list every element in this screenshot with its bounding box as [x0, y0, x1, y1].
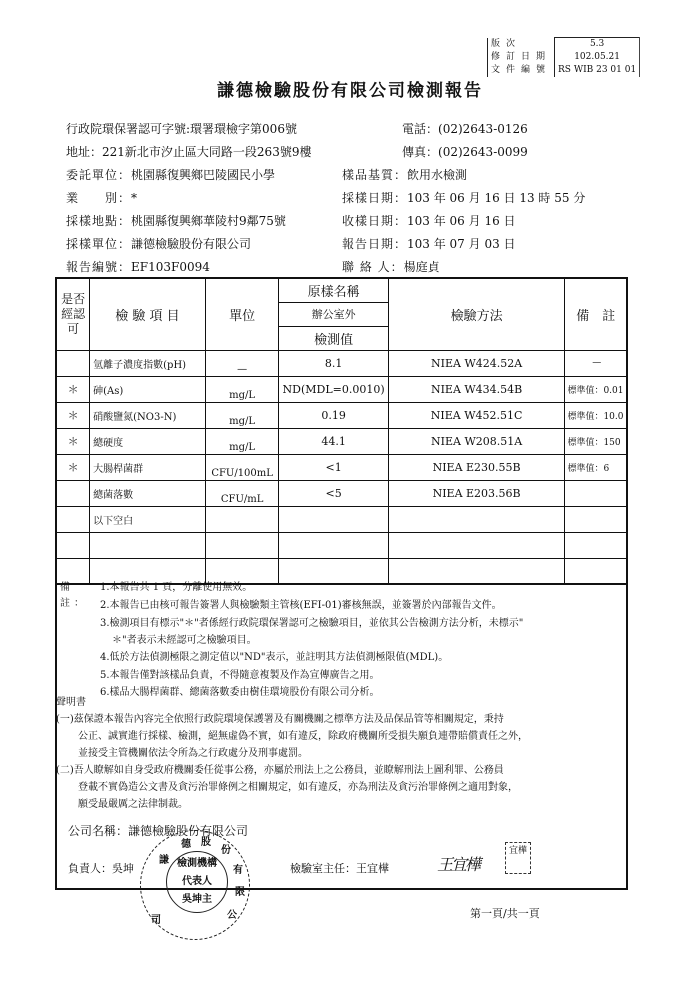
- cell-method: NIEA W424.52A: [388, 350, 565, 376]
- declaration-line: 公正、誠實進行採樣、檢測，絕無虛偽不實，如有違反，除政府機關所受損失願負連帶賠償責任之外，: [78, 731, 528, 742]
- cell-remarks: 標準值：10.0: [565, 402, 627, 428]
- address-value: 221新北市汐止區大同路一段263號9樓: [102, 145, 312, 159]
- stamp-inner-circle: [166, 851, 228, 913]
- doc-control-label: 文件編號: [488, 64, 555, 77]
- cell-unit: [205, 532, 279, 558]
- cell-method: NIEA E230.55B: [388, 454, 565, 480]
- cell-item: 總硬度: [90, 428, 206, 454]
- cell-item: 以下空白: [90, 506, 206, 532]
- contact-value: 楊庭貞: [403, 260, 440, 274]
- declaration-line: 並接受主管機關依法令所為之行政處分及刑事處罰。: [78, 748, 308, 759]
- lab-head-value: 王宜樺: [356, 862, 389, 875]
- report-number-value: EF103F0094: [131, 260, 210, 274]
- cell-certified: [56, 480, 90, 506]
- cell-remarks: [565, 480, 627, 506]
- note-item: 3.檢測項目有標示"＊"者係經行政院環保署認可之檢驗項目，並依其公告檢測方法分析，未標示": [100, 618, 524, 629]
- phone-label: 電話：: [402, 122, 439, 136]
- report-number-field: [66, 258, 210, 275]
- cell-value: [279, 532, 388, 558]
- cell-value: 8.1: [279, 350, 388, 376]
- sample-type-field: [342, 166, 467, 183]
- sampling-date-label: 採樣日期：: [342, 191, 408, 205]
- handwritten-signature: 王宜樺: [437, 855, 480, 874]
- lab-head-field: [290, 860, 389, 876]
- declaration-line: (二)吾人瞭解如自身受政府機關委任從事公務，亦屬於刑法上之公務員，並瞭解刑法上圖利罪、公務員: [56, 765, 504, 776]
- cell-certified: [56, 350, 90, 376]
- cell-unit: mg/L: [205, 402, 279, 428]
- cell-remarks: 標準值：6: [565, 454, 627, 480]
- cell-value: 0.19: [279, 402, 388, 428]
- sampling-date-value: 103 年 06 月 16 日 13 時 55 分: [407, 191, 586, 205]
- cell-item: 大腸桿菌群: [90, 454, 206, 480]
- results-table: [55, 277, 628, 585]
- cell-method: NIEA W208.51A: [388, 428, 565, 454]
- cell-remarks: [565, 532, 627, 558]
- note-item: ＊"者表示未經認可之檢驗項目。: [112, 635, 257, 646]
- report-date-field: [342, 235, 516, 252]
- doc-control-value: 102.05.21: [555, 51, 640, 64]
- cell-item: 總菌落數: [90, 480, 206, 506]
- declaration-line: 登載不實偽造公文書及貪污治罪條例之相關規定，如有違反，亦為刑法及貪污治罪條例之適用對象，: [78, 782, 518, 793]
- table-row: [56, 428, 627, 454]
- notes-label: 備 註：: [60, 582, 88, 609]
- report-number-label: 報告編號：: [66, 260, 132, 274]
- receive-date-value: 103 年 06 月 16 日: [407, 214, 516, 228]
- company-label: 公司名稱：: [68, 824, 129, 838]
- client-field: [66, 166, 275, 183]
- note-item: 1.本報告共 1 頁，分離使用無效。: [100, 582, 253, 593]
- cell-unit: mg/L: [205, 428, 279, 454]
- stamp-ring-char: 限: [235, 887, 245, 898]
- cell-certified: [56, 506, 90, 532]
- company-value: 謙德檢驗股份有限公司: [128, 824, 249, 838]
- stamp-ring-char: 股: [201, 837, 211, 848]
- contact-field: [342, 258, 440, 275]
- doc-control-label: 修訂日期: [488, 51, 555, 64]
- phone-value: (02)2643-0126: [438, 122, 528, 136]
- stamp-ring-char: 德: [181, 839, 191, 850]
- header-remarks: 備 註: [565, 278, 627, 350]
- stamp-ring-char: 公: [227, 910, 237, 921]
- report-title: 謙德檢驗股份有限公司檢測報告: [217, 81, 483, 101]
- header-item: 檢 驗 項 目: [90, 278, 206, 350]
- cell-remarks: —: [565, 350, 627, 376]
- sample-type-value: 飲用水檢測: [407, 168, 468, 182]
- declaration-line: 願受最嚴厲之法律制裁。: [78, 799, 188, 810]
- industry-label: 業 別：: [66, 191, 132, 205]
- cell-unit: —: [205, 350, 279, 376]
- sampling-site-label: 採樣地點：: [66, 214, 132, 228]
- stamp-inner-line: 代表人: [182, 876, 212, 887]
- cell-method: [388, 532, 565, 558]
- cell-certified: ＊: [56, 454, 90, 480]
- stamp-ring-char: 司: [151, 915, 161, 926]
- cell-value: [279, 506, 388, 532]
- cell-remarks: 標準值：150: [565, 428, 627, 454]
- sampling-unit-value: 謙德檢驗股份有限公司: [131, 237, 252, 251]
- table-row: [56, 402, 627, 428]
- cell-remarks: [565, 506, 627, 532]
- receive-date-label: 收樣日期：: [342, 214, 408, 228]
- header-certified: 是否經認可: [56, 278, 90, 350]
- cell-method: NIEA W452.51C: [388, 402, 565, 428]
- cell-certified: ＊: [56, 376, 90, 402]
- note-item: 5.本報告僅對該樣品負責，不得隨意複製及作為宣傳廣告之用。: [100, 670, 380, 681]
- phone-field: [402, 120, 528, 137]
- sampling-site-field: [66, 212, 286, 229]
- sample-type-label: 樣品基質：: [342, 168, 408, 182]
- report-date-label: 報告日期：: [342, 237, 408, 251]
- industry-value: *: [131, 191, 138, 205]
- header-measured: 檢測值: [279, 326, 388, 350]
- lab-head-label: 檢驗室主任：: [290, 862, 356, 875]
- table-row: [56, 454, 627, 480]
- company-seal-stamp: [140, 830, 250, 940]
- personal-seal: 宜樺: [505, 842, 531, 874]
- cell-unit: [205, 506, 279, 532]
- document-control-table: [487, 37, 640, 77]
- table-row: [56, 532, 627, 558]
- cell-certified: [56, 532, 90, 558]
- header-method: 檢驗方法: [388, 278, 565, 350]
- cell-method: NIEA W434.54B: [388, 376, 565, 402]
- cell-unit: CFU/mL: [205, 480, 279, 506]
- note-item: 6.樣品大腸桿菌群、總菌落數委由樹佳環境股份有限公司分析。: [100, 687, 380, 698]
- table-row: [56, 376, 627, 402]
- client-label: 委託單位：: [66, 168, 132, 182]
- fax-field: [402, 143, 528, 160]
- cell-certified: ＊: [56, 428, 90, 454]
- address-field: [66, 143, 311, 160]
- responsible-value: 吳坤: [112, 862, 134, 875]
- table-row: [56, 480, 627, 506]
- cell-item: 硝酸鹽氮(NO3-N): [90, 402, 206, 428]
- sampling-unit-field: [66, 235, 251, 252]
- cell-unit: mg/L: [205, 376, 279, 402]
- cell-certified: ＊: [56, 402, 90, 428]
- doc-control-label: 版次: [488, 38, 555, 52]
- fax-value: (02)2643-0099: [438, 145, 528, 159]
- stamp-ring-char: 有: [233, 865, 243, 876]
- cell-item: 氫離子濃度指數(pH): [90, 350, 206, 376]
- doc-control-value: 5.3: [555, 38, 640, 52]
- stamp-inner-line: 檢測機構: [177, 858, 217, 869]
- responsible-label: 負責人：: [68, 862, 112, 875]
- sampling-date-field: [342, 189, 585, 206]
- cell-method: [388, 506, 565, 532]
- stamp-inner-line: 吳坤主: [182, 894, 212, 905]
- declaration-line: (一)茲保證本報告內容完全依照行政院環境保護署及有關機關之標準方法及品保品管等相關規定，秉持: [56, 714, 504, 725]
- note-item: 2.本報告已由核可報告簽署人與檢驗類主管核(EFI-01)審核無誤，並簽署於內部報告文件。: [100, 600, 502, 611]
- cell-unit: CFU/100mL: [205, 454, 279, 480]
- page-number: 第一頁/共一頁: [470, 907, 540, 920]
- license-number: 行政院環保署認可字號:環署環檢字第006號: [66, 122, 297, 136]
- report-date-value: 103 年 07 月 03 日: [407, 237, 516, 251]
- cell-value: <1: [279, 454, 388, 480]
- cell-item: [90, 532, 206, 558]
- header-sample-name: 原樣名稱: [279, 278, 388, 302]
- cell-item: 砷(As): [90, 376, 206, 402]
- table-row: [56, 350, 627, 376]
- client-value: 桃園縣復興鄉巴陵國民小學: [131, 168, 276, 182]
- cell-value: <5: [279, 480, 388, 506]
- doc-control-value: RS WIB 23 01 01: [555, 64, 640, 77]
- declaration-title: 聲明書: [56, 697, 86, 708]
- sampling-site-value: 桃園縣復興鄉華陵村9鄰75號: [131, 214, 286, 228]
- fax-label: 傳真：: [402, 145, 439, 159]
- stamp-ring-char: 謙: [159, 855, 169, 866]
- cell-value: 44.1: [279, 428, 388, 454]
- header-sample-location: 辦公室外: [279, 302, 388, 326]
- note-item: 4.低於方法偵測極限之測定值以"ND"表示，並註明其方法偵測極限值(MDL)。: [100, 652, 449, 663]
- contact-label: 聯 絡 人：: [342, 260, 404, 274]
- stamp-ring-char: 份: [221, 845, 231, 856]
- cell-remarks: 標準值：0.01: [565, 376, 627, 402]
- industry-field: [66, 189, 137, 206]
- cell-value: ND(MDL=0.0010): [279, 376, 388, 402]
- cell-method: NIEA E203.56B: [388, 480, 565, 506]
- responsible-person-field: [68, 860, 134, 876]
- receive-date-field: [342, 212, 516, 229]
- table-row: [56, 506, 627, 532]
- header-unit: 單位: [205, 278, 279, 350]
- address-label: 地址：: [66, 145, 103, 159]
- sampling-unit-label: 採樣單位：: [66, 237, 132, 251]
